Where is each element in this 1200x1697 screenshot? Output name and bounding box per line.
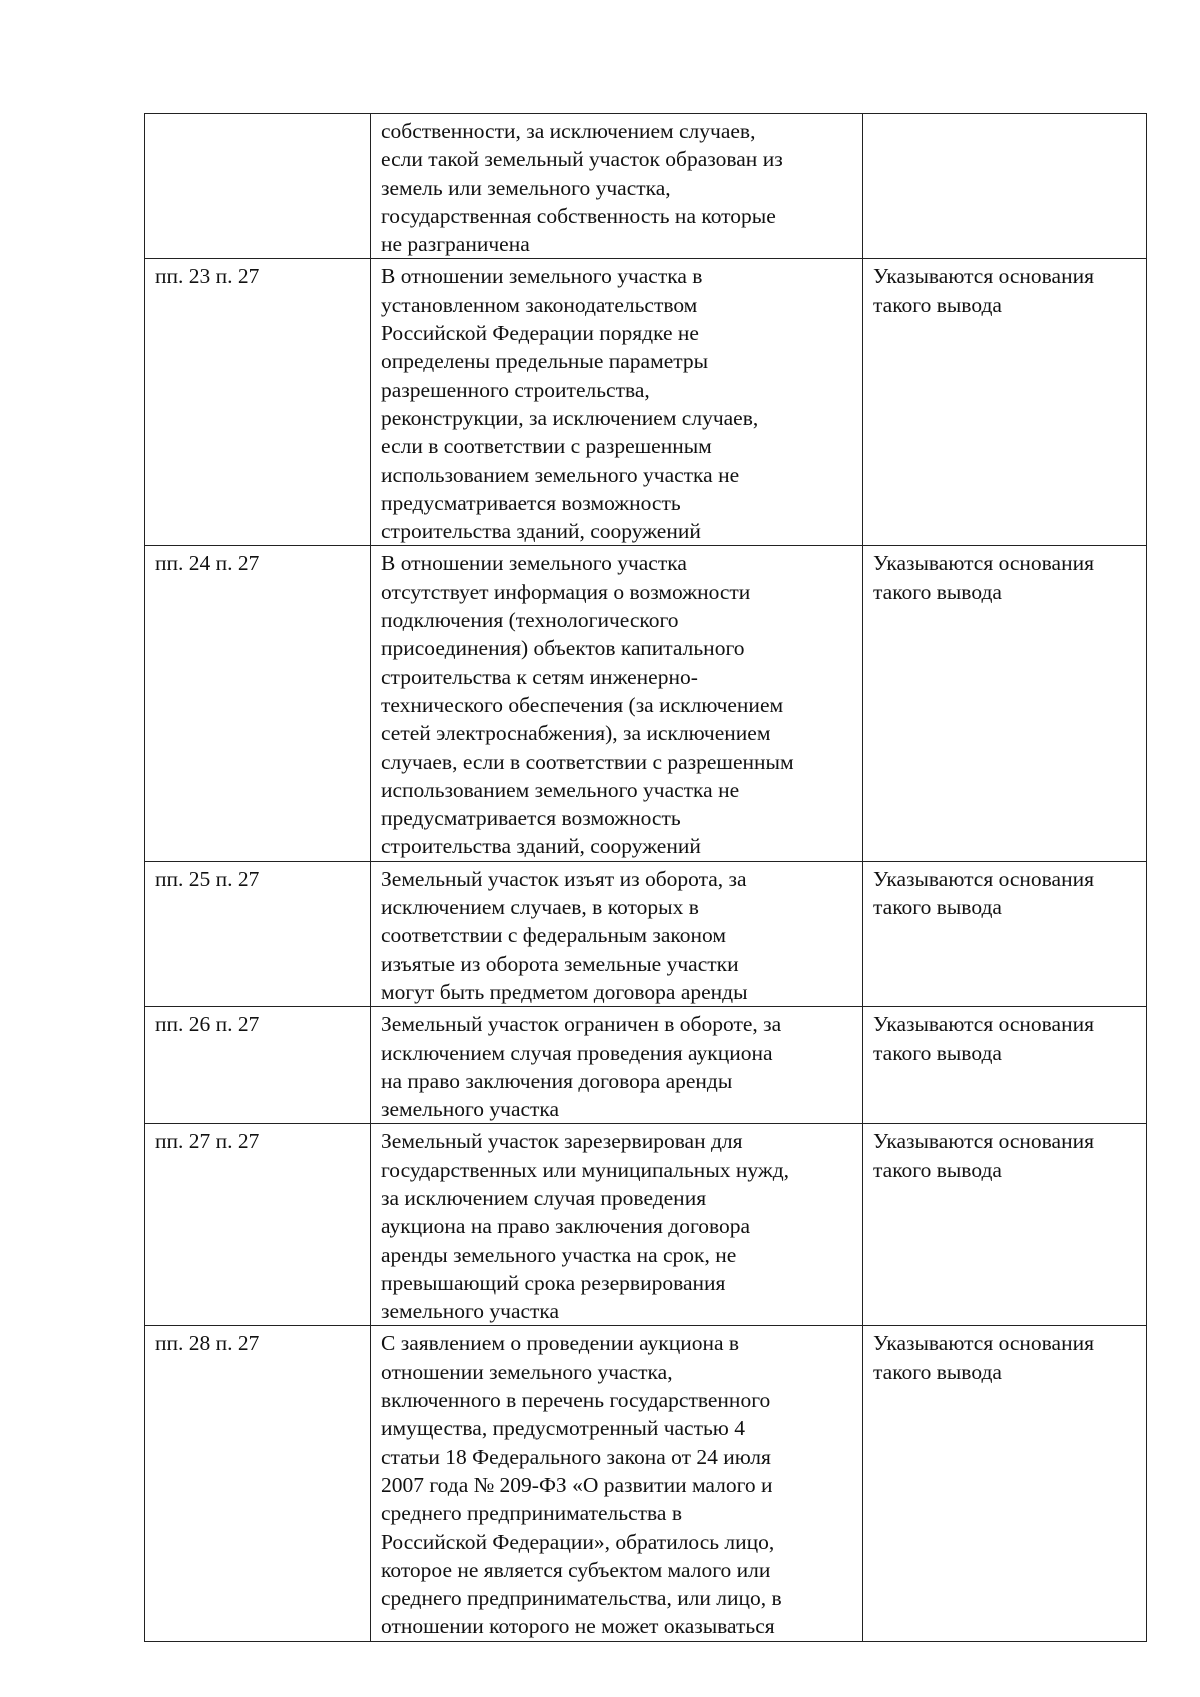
table-row <box>145 861 1147 1006</box>
note-cell <box>863 1124 1147 1326</box>
clause-reference-cell <box>145 546 371 861</box>
clause-reference-cell <box>145 1007 371 1124</box>
note-cell <box>863 861 1147 1006</box>
clause-reference: пп. 28 п. 27 <box>155 1331 260 1356</box>
note-text: Указываются основания такого вывода <box>873 866 1094 920</box>
grounds-table <box>144 113 1147 1642</box>
table-row <box>145 1326 1147 1641</box>
clause-reference: пп. 26 п. 27 <box>155 1012 260 1037</box>
clause-reference: пп. 27 п. 27 <box>155 1129 260 1154</box>
note-cell <box>863 1007 1147 1124</box>
note-text: Указываются основания такого вывода <box>873 264 1094 317</box>
note-cell <box>863 546 1147 861</box>
ground-description: Земельный участок ограничен в обороте, за исключением случая проведения аукциона на право заключения договора аренды земельного участка <box>381 1012 782 1122</box>
note-text: Указываются основания такого вывода <box>873 1129 1094 1182</box>
note-cell <box>863 259 1147 546</box>
note-text: Указываются основания такого вывода <box>873 551 1094 604</box>
clause-reference-cell <box>145 1124 371 1326</box>
ground-description: С заявлением о проведении аукциона в отношении земельного участка, включенного в перечень государственного имущества, предусмотренный частью 4 статьи 18 Федерального закона от 24 июля 2007 года № 209-ФЗ «О развитии малого и среднего предпринимательства в Российской Федерации», обратилось лицо, которое не является субъектом малого или среднего предпринимательства, или лицо, в отношении которого не может оказываться <box>381 1331 782 1639</box>
clause-reference-cell <box>145 861 371 1006</box>
table-row <box>145 1007 1147 1124</box>
ground-description: Земельный участок зарезервирован для государственных или муниципальных нужд, за исключением случая проведения аукциона на право заключения договора аренды земельного участка на срок, не превышающий срока резервирования земельного участка <box>381 1129 790 1324</box>
ground-description: В отношении земельного участка в установленном законодательством Российской Федерации порядке не определены предельные параметры разрешенного строительства, реконструкции, за исключением случаев, если в соответствии с разрешенным использованием земельного участка не предусматривается возможность строительства зданий, сооружений <box>381 264 759 544</box>
clause-reference-cell <box>145 259 371 546</box>
table-row <box>145 546 1147 861</box>
ground-description-cell <box>371 1124 863 1326</box>
ground-description-cell <box>371 114 863 259</box>
ground-description: собственности, за исключением случаев, если такой земельный участок образован из земель или земельного участка, государственная собственность на которые не разграничена <box>381 119 783 257</box>
ground-description-cell <box>371 861 863 1006</box>
clause-reference: пп. 23 п. 27 <box>155 264 260 289</box>
clause-reference: пп. 24 п. 27 <box>155 551 260 576</box>
ground-description-cell <box>371 1007 863 1124</box>
note-text: Указываются основания такого вывода <box>873 1331 1094 1384</box>
table-row <box>145 259 1147 546</box>
ground-description: В отношении земельного участка отсутствует информация о возможности подключения (технологического присоединения) объектов капитального строительства к сетям инженерно- технического обеспечения (за исключением сетей электроснабжения), за исключением случаев, если в соответствии с разрешенным использованием земельного участка не предусматривается возможность строительства зданий, сооружений <box>381 551 794 859</box>
table-row <box>145 114 1147 259</box>
ground-description-cell <box>371 546 863 861</box>
ground-description-cell <box>371 259 863 546</box>
ground-description-cell <box>371 1326 863 1641</box>
clause-reference: пп. 25 п. 27 <box>155 866 260 891</box>
note-cell <box>863 1326 1147 1641</box>
note-text: Указываются основания такого вывода <box>873 1012 1094 1065</box>
clause-reference-cell <box>145 114 371 259</box>
note-cell <box>863 114 1147 259</box>
ground-description: Земельный участок изъят из оборота, за исключением случаев, в которых в соответствии с федеральным законом изъятые из оборота земельные участки могут быть предметом договора аренды <box>381 866 748 1004</box>
table-row <box>145 1124 1147 1326</box>
clause-reference-cell <box>145 1326 371 1641</box>
